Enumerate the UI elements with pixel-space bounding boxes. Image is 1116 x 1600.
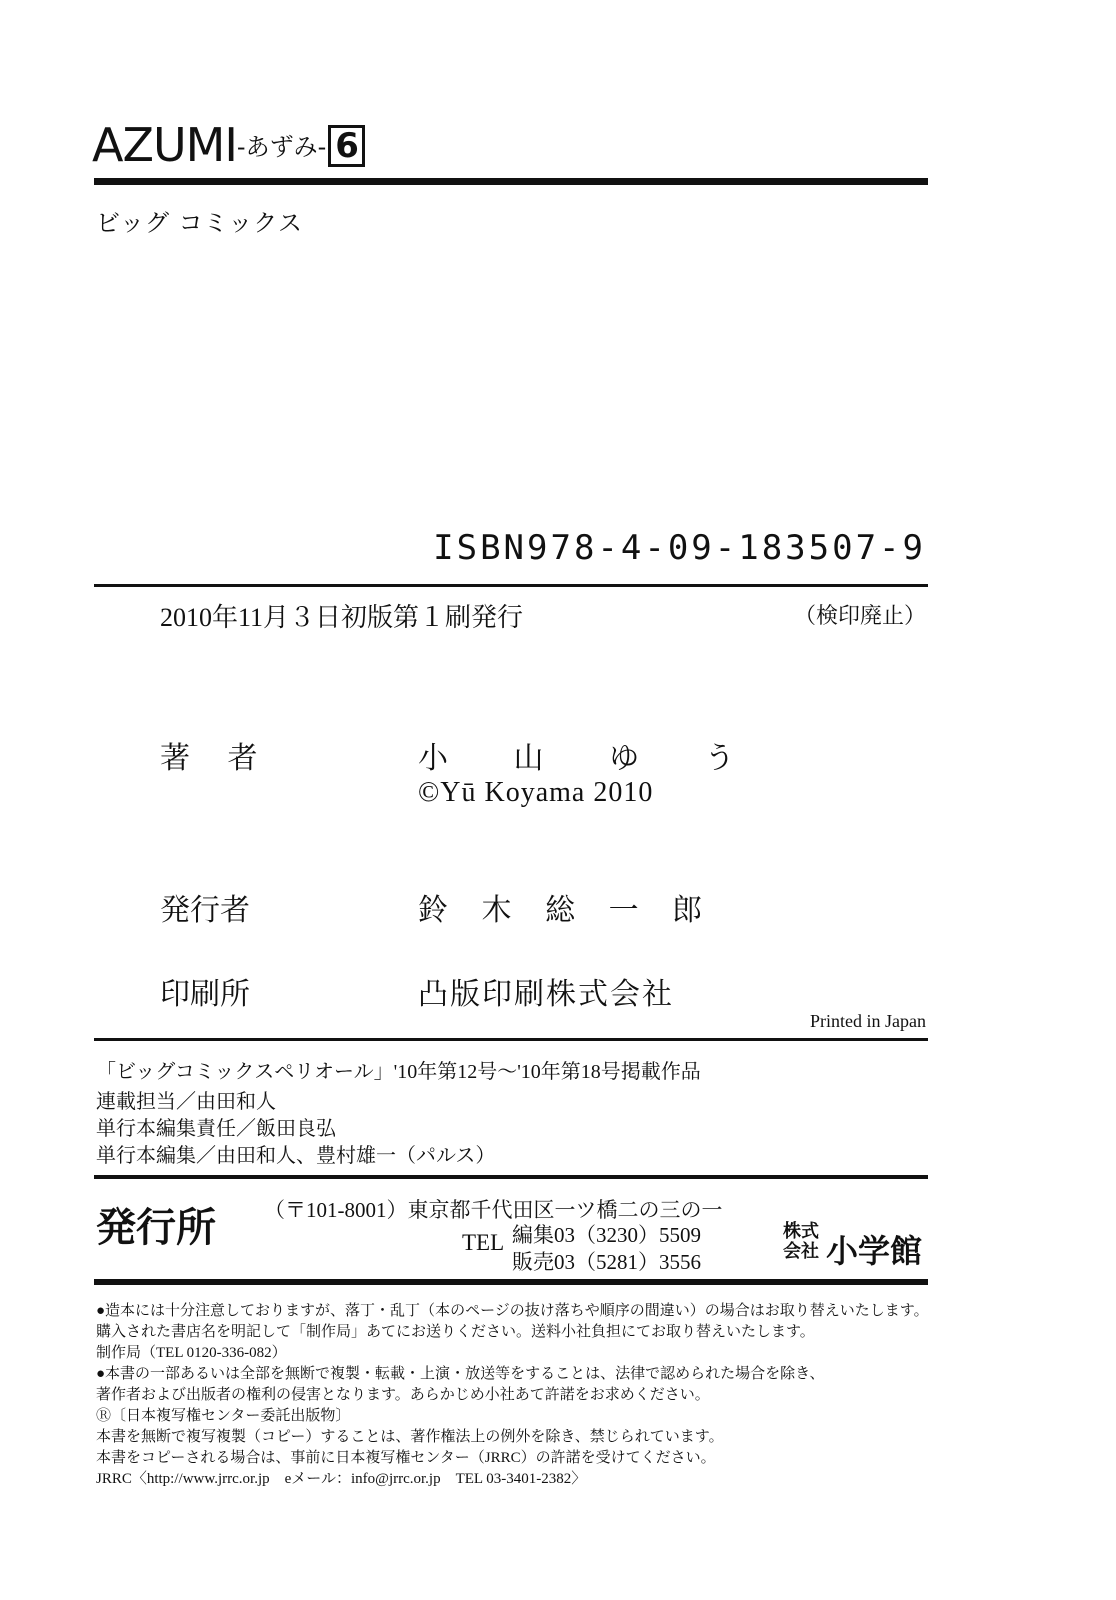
publisher-address: （〒101-8001）東京都千代田区一ツ橋二の三の一 bbox=[264, 1198, 723, 1222]
notices-divider bbox=[94, 1279, 928, 1285]
credit-line: 単行本編集／由田和人、豊村雄一（パルス） bbox=[96, 1145, 496, 1167]
title-kana-text: -あずみ- bbox=[236, 133, 327, 161]
title-main-text: AZUMI bbox=[92, 118, 237, 172]
corporation-type: 株式会社 bbox=[783, 1221, 819, 1262]
publisher-person-name: 鈴 木 総 一 郎 bbox=[418, 893, 715, 928]
publisher-office-label: 発行所 bbox=[96, 1204, 216, 1251]
printed-in-japan: Printed in Japan bbox=[810, 1011, 926, 1031]
notice-line: 購入された書店名を明記して「制作局」あてにお送りください。送料小社負担にてお取り替えいたします。 bbox=[96, 1324, 815, 1340]
printer-name: 凸版印刷株式会社 bbox=[418, 977, 674, 1012]
notice-line: 制作局（TEL 0120-336-082） bbox=[96, 1345, 287, 1361]
credit-line: 単行本編集責任／飯田良弘 bbox=[96, 1118, 336, 1140]
book-title bbox=[92, 118, 365, 174]
author-name: 小 山 ゆ う bbox=[418, 741, 763, 776]
notice-line: Ⓡ〔日本複写権センター委託出版物〕 bbox=[96, 1408, 351, 1424]
notice-line: 本書を無断で複写複製（コピー）することは、著作権法上の例外を除き、禁じられています。 bbox=[96, 1429, 724, 1445]
credit-line: 連載担当／由田和人 bbox=[96, 1091, 276, 1113]
notice-line: ●本書の一部あるいは全部を無断で複製・転載・上演・放送等をすることは、法律で認められた場合を除き、 bbox=[96, 1366, 825, 1382]
notice-line: ●造本には十分注意しておりますが、落丁・乱丁（本のページの抜け落ちや順序の間違い）の場合はお取り替えいたします。 bbox=[96, 1303, 929, 1319]
isbn-number: ISBN978-4-09-183507-9 bbox=[433, 528, 926, 568]
notice-line: 著作者および出版者の権利の侵害となります。あらかじめ小社あて許諾をお求めください。 bbox=[96, 1387, 710, 1403]
publication-date: 2010年11月３日初版第１刷発行 bbox=[160, 603, 524, 632]
title-divider bbox=[94, 178, 928, 185]
tel-sales: 販売03（5281）3556 bbox=[512, 1250, 701, 1274]
printer-label: 印刷所 bbox=[160, 977, 250, 1012]
volume-number-box: 6 bbox=[328, 125, 365, 167]
publisher-company-name: 小学館 bbox=[826, 1232, 923, 1270]
publisher-divider bbox=[94, 1175, 928, 1179]
copyright-line: ©Yū Koyama 2010 bbox=[418, 777, 654, 808]
notice-line: JRRC〈http://www.jrrc.or.jp eメール：info@jrrc.or.jp TEL 03-3401-2382〉 bbox=[96, 1471, 587, 1487]
tel-label: TEL bbox=[462, 1230, 505, 1255]
credit-line: 「ビッグコミックスペリオール」'10年第12号〜'10年第18号掲載作品 bbox=[96, 1061, 701, 1083]
stamp-note: （検印廃止） bbox=[793, 603, 926, 628]
tel-editorial: 編集03（3230）5509 bbox=[512, 1223, 701, 1247]
publisher-person-label: 発行者 bbox=[160, 893, 250, 928]
author-label: 著 者 bbox=[160, 741, 272, 776]
notice-line: 本書をコピーされる場合は、事前に日本複写権センター（JRRC）の許諾を受けてください。 bbox=[96, 1450, 716, 1466]
credits-divider bbox=[94, 1038, 928, 1041]
series-label: ビッグ コミックス bbox=[96, 209, 303, 237]
isbn-divider bbox=[94, 584, 928, 587]
